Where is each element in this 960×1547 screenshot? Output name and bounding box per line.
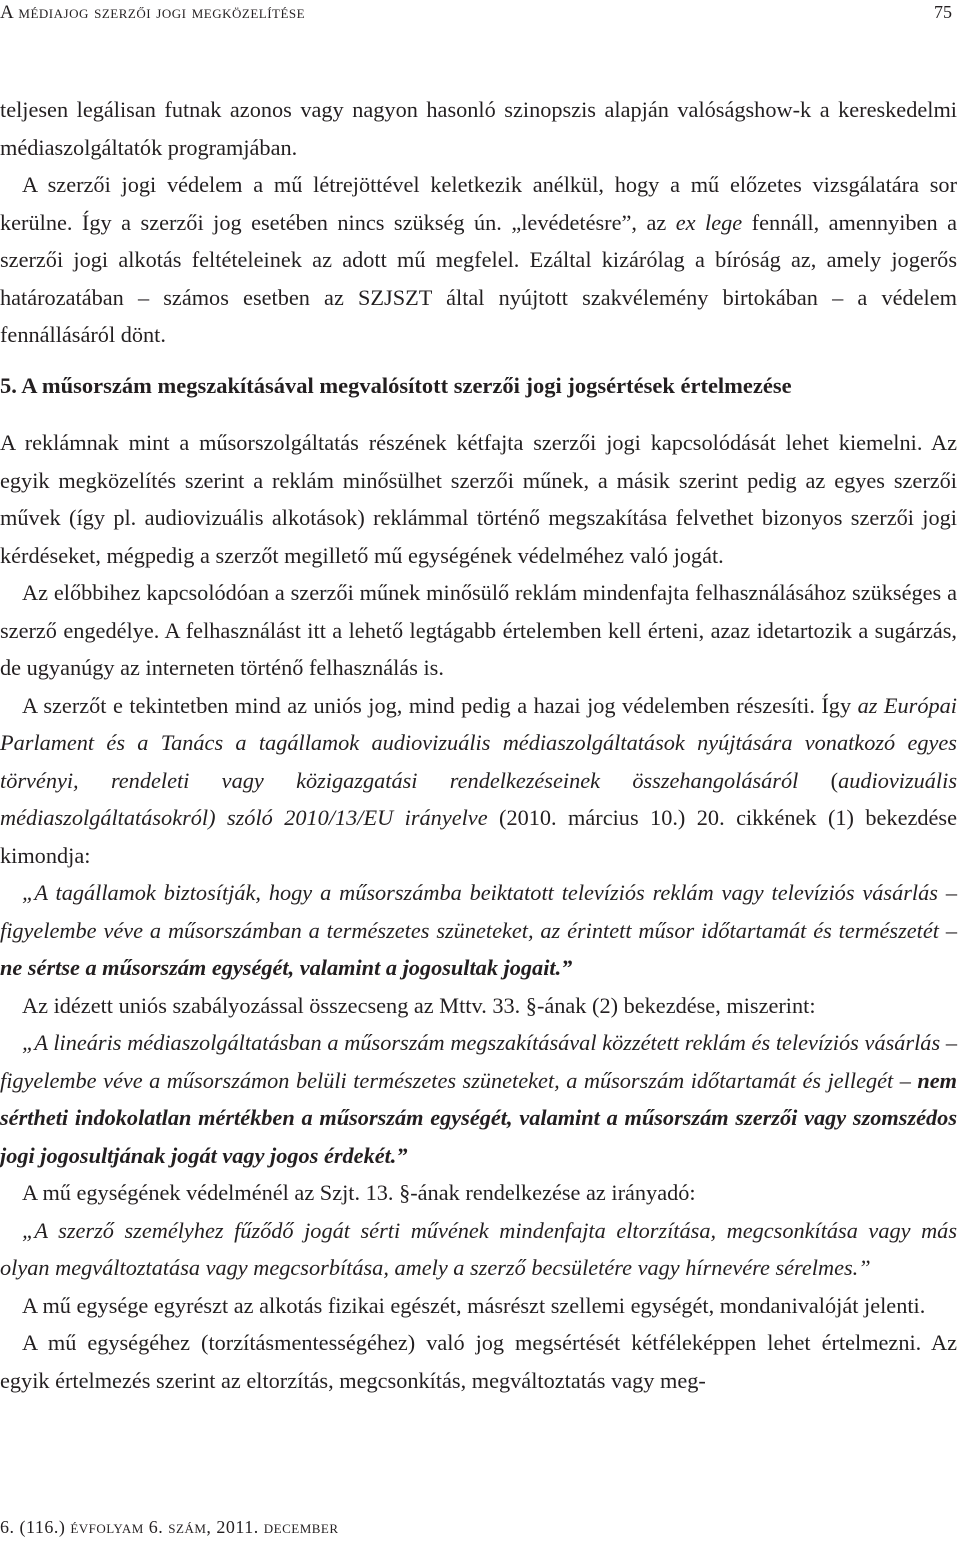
paragraph: Az előbbihez kapcsolódóan a szerzői műnek minősülő reklám mindenfajta felhasználásához szükséges a szerző engedélye. A felhasználást itt a lehető legtágabb értelemben kell érteni, azaz idetartozik a sugárzás, de ugyanúgy az interneten történő felhasználás is.: [0, 580, 957, 680]
paragraph: A reklámnak mint a műsorszolgáltatás részének kétfajta szerzői jogi kapcsolódását lehet kiemelni. Az egyik megközelítés szerint a reklám minősülhet szerzői műnek, a másik szerint pedig az egyes szerzői művek (így pl. audiovizuális alkotások) reklámmal történő megszakítása felvethet bizonyos szerzői jogi kérdéseket, mégpedig a szerzőt megillető mű egységének védelméhez való jogát.: [0, 430, 957, 568]
paragraph: [0, 166, 957, 354]
block-quote: „A szerző személyhez fűződő jogát sérti művének mindenfajta eltorzítása, megcsonkítása vagy más olyan megváltoztatása vagy megcsorbítása, amely a szerző becsületére vagy hírnevére sérelmes.”: [0, 1217, 957, 1280]
italic-text: audiovizuális médiaszolgáltatásokról) szóló 2010/13/EU irányelve: [0, 767, 957, 830]
text-run: (: [798, 767, 839, 793]
italic-text: az Európai Parlament és a Tanács a tagállamok audiovizuális médiaszolgáltatások nyújtására vonatkozó egyes törvényi, rendeleti vagy közigazgatási rendelkezéseinek összehangolásáról: [0, 692, 957, 793]
block-quote: [0, 1024, 957, 1174]
quote-bold-text: ne sértse a műsorszám egységét, valamint a jogosultak jogait.”: [0, 955, 573, 980]
text-run: (2010. március 10.) 20. cikkének (1) bekezdése kimondja:: [0, 805, 957, 868]
block-quote: [0, 874, 957, 987]
paragraph: A mű egységéhez (torzításmentességéhez) való jog megsértését kétféleképpen lehet értelmezni. Az egyik értelmezés szerint az eltorzítás, megcsonkítás, megváltoztatás vagy meg-: [0, 1330, 957, 1393]
italic-text: ex lege: [675, 209, 743, 235]
paragraph: [0, 687, 957, 875]
running-footer: 6. (116.) évfolyam 6. szám, 2011. december: [0, 1517, 339, 1537]
running-header: [0, 2, 952, 30]
paragraph: A mű egysége egyrészt az alkotás fizikai egészét, másrészt szellemi egységét, mondanivalóját jelenti.: [22, 1292, 926, 1318]
paragraph: teljesen legálisan futnak azonos vagy nagyon hasonló szinopszis alapján valóságshow-k a kereskedelmi médiaszolgáltatók programjában.: [0, 97, 957, 160]
text-run: fennáll, amennyiben a szerzői jogi alkotás feltételeinek az adott mű megfelel. Ezáltal kizárólag a bíróság az, amely jogerős határozatában – számos esetben az SZJSZT által nyújtott szakvélemény birtokában – a védelem fennállásáról dönt.: [0, 209, 957, 347]
paragraph: Az idézett uniós szabályozással összecseng az Mttv. 33. §-ának (2) bekezdése, miszerint:: [22, 992, 816, 1018]
quote-bold-text: nem sértheti indokolatlan mértékben a műsorszám egységét, valamint a műsorszám szerzői vagy szomszédos jogi jogosultjának jogát vagy jogos érdekét.”: [0, 1067, 957, 1168]
section-heading: 5. A műsorszám megszakításával megvalósított szerzői jogi jogsértések értelmezése: [0, 372, 792, 398]
text-run: A szerzői jogi védelem a mű létrejöttével keletkezik anélkül, hogy a mű előzetes vizsgálatára sor kerülne. Így a szerzői jog esetében nincs szükség ún. „levédetésre”, az: [0, 172, 957, 235]
paragraph: A mű egységének védelménél az Szjt. 13. §-ának rendelkezése az irányadó:: [22, 1180, 696, 1205]
quote-text: „A tagállamok biztosítják, hogy a műsorszámba beiktatott televíziós reklám vagy televíziós vásárlás – figyelembe véve a műsorszámban a természetes szüneteket, az érintett műsor időtartamát és természetét –: [0, 880, 957, 943]
header-title: A médiajog szerzői jogi megközelítése: [0, 2, 306, 23]
body-text: [0, 91, 957, 1399]
quote-text: „A lineáris médiaszolgáltatásban a műsorszám megszakításával közzétett reklám és televíziós vásárlás – figyelembe véve a műsorszámon belüli természetes szüneteket, a műsorszám időtartamát és jellegét –: [0, 1030, 957, 1093]
page-number: 75: [934, 2, 952, 22]
text-run: A szerzőt e tekintetben mind az uniós jog, mind pedig a hazai jog védelemben részesíti. Így: [22, 692, 858, 718]
